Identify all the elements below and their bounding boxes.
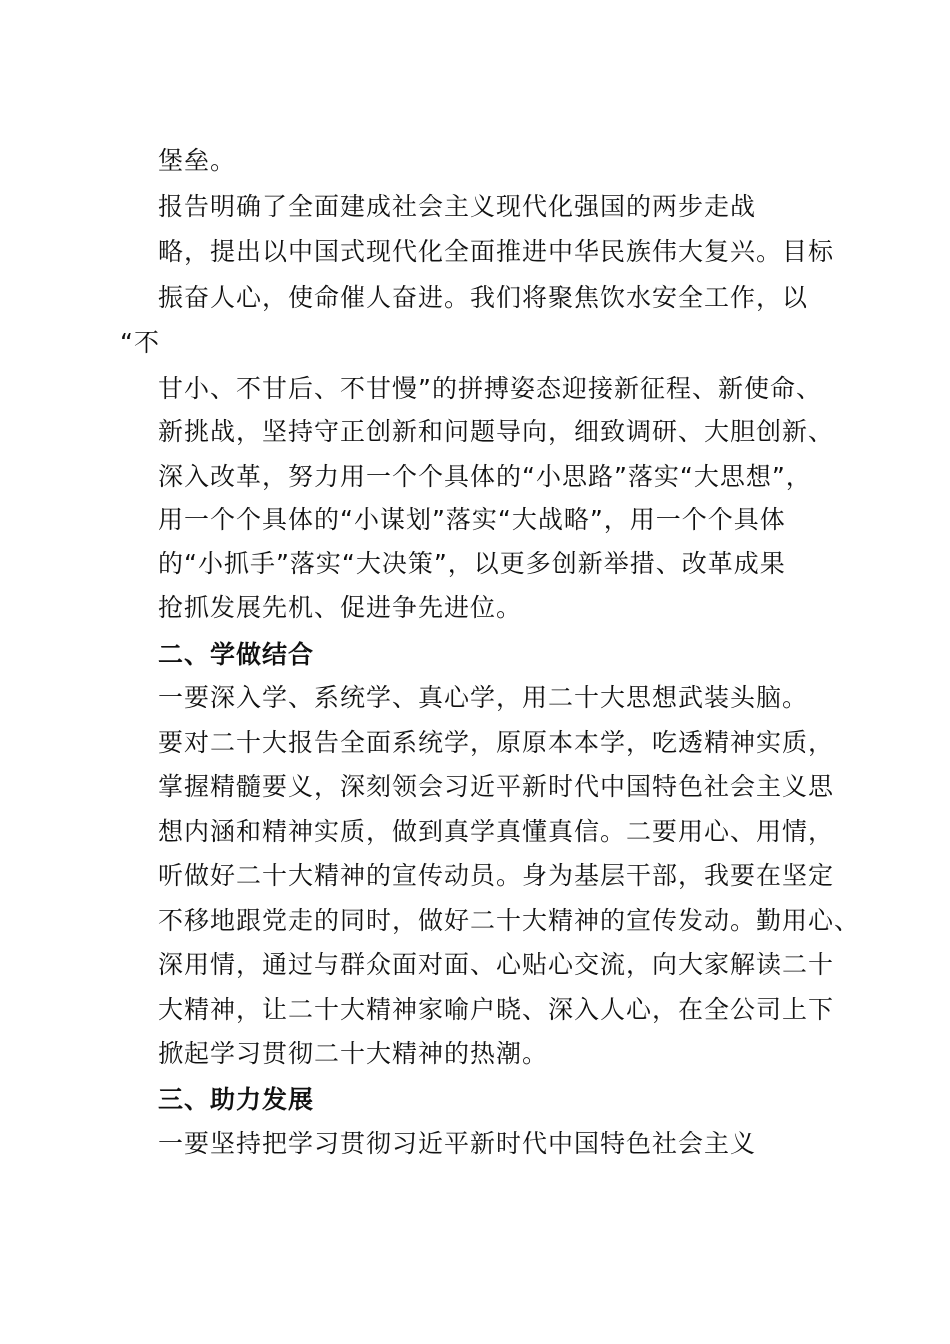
text-line-3: 略，提出以中国式现代化全面推进中华民族伟大复兴。目标 xyxy=(158,237,835,266)
text-line-15: 掌握精髓要义，深刻领会习近平新时代中国特色社会主义思 xyxy=(158,772,835,801)
text-line-13: 一要深入学、系统学、真心学，用二十大思想武装头脑。 xyxy=(158,683,809,712)
text-line-16: 想内涵和精神实质，做到真学真懂真信。二要用心、用情， xyxy=(158,817,835,846)
text-line-2: 报告明确了全面建成社会主义现代化强国的两步走战 xyxy=(158,192,757,221)
text-line-19: 深用情，通过与群众面对面、心贴心交流，向大家解读二十 xyxy=(158,950,835,979)
text-line-4: 振奋人心，使命催人奋进。我们将聚焦饮水安全工作，以 xyxy=(158,283,809,312)
text-line-14: 要对二十大报告全面系统学，原原本本学，吃透精神实质， xyxy=(158,728,835,757)
text-line-18: 不移地跟党走的同时，做好二十大精神的宣传发动。勤用心、 xyxy=(158,906,861,935)
text-line-17: 听做好二十大精神的宣传动员。身为基层干部，我要在坚定 xyxy=(158,861,835,890)
text-line-23: 一要坚持把学习贯彻习近平新时代中国特色社会主义 xyxy=(158,1129,757,1158)
section-heading-2: 二、学做结合 xyxy=(158,640,315,669)
text-line-10: 的“小抓手”落实“大决策”，以更多创新举措、改革成果 xyxy=(158,549,786,578)
text-line-9: 用一个个具体的“小谋划”落实“大战略”，用一个个具体 xyxy=(158,505,786,534)
text-line-5: “不 xyxy=(120,328,160,357)
text-line-1: 堡垒。 xyxy=(158,146,237,175)
text-line-8: 深入改革，努力用一个个具体的“小思路”落实“大思想”， xyxy=(158,462,812,491)
section-heading-3: 三、助力发展 xyxy=(158,1085,315,1114)
text-line-6: 甘小、不甘后、不甘慢”的拼搏姿态迎接新征程、新使命、 xyxy=(158,374,822,403)
text-line-7: 新挑战，坚持守正创新和问题导向，细致调研、大胆创新、 xyxy=(158,417,835,446)
text-line-20: 大精神，让二十大精神家喻户晓、深入人心，在全公司上下 xyxy=(158,995,835,1024)
text-line-11: 抢抓发展先机、促进争先进位。 xyxy=(158,593,523,622)
text-line-21: 掀起学习贯彻二十大精神的热潮。 xyxy=(158,1039,549,1068)
